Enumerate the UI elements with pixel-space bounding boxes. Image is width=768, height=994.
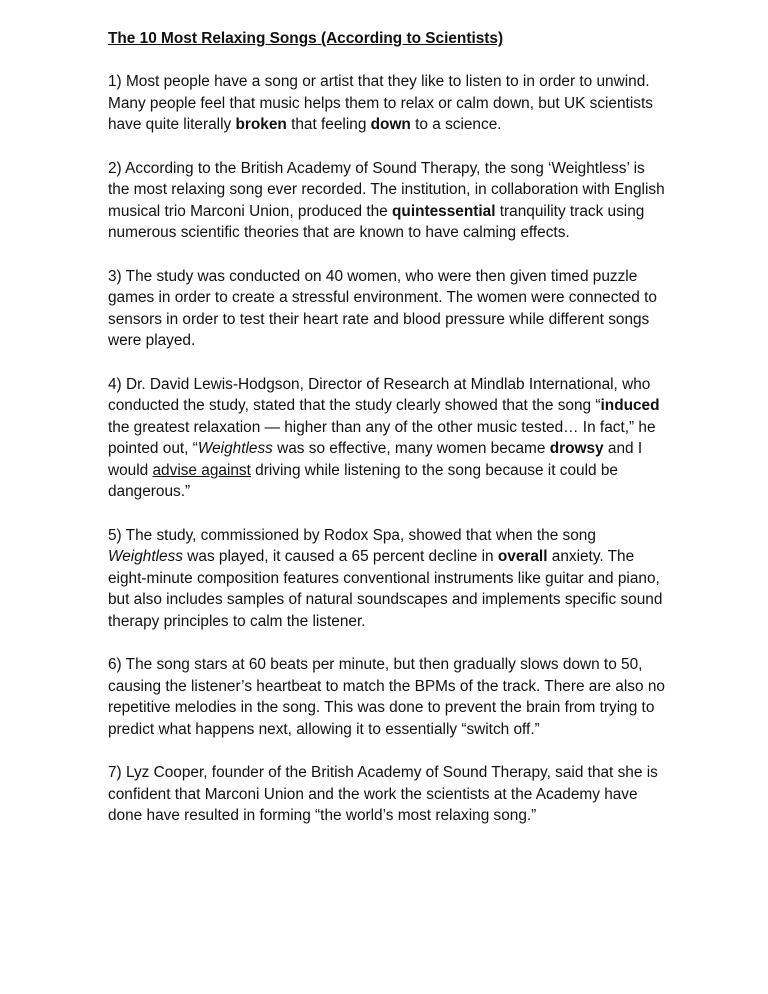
emphasis-drowsy: drowsy bbox=[549, 440, 604, 458]
emphasis-induced: induced bbox=[600, 397, 660, 415]
paragraph-5-text-a: 5) The study, commissioned by Rodox Spa, showed that when the song bbox=[108, 526, 596, 544]
italic-weightless: Weightless bbox=[197, 440, 273, 458]
paragraph-5-text-b: was played, it caused a 65 percent decline in bbox=[183, 548, 498, 566]
paragraph-6-text-a: 6) The song stars at 60 beats per minute, but then gradually slows down to 50, causing the listener’s heartbeat to match the BPMs of the track. There are also no repetitive melodies in the song. This was done to prevent the brain from trying to predict what happens next, allowing it to essentially “switch off.” bbox=[108, 656, 665, 738]
paragraph-1-text-c: that feeling bbox=[286, 116, 371, 134]
paragraph-1-text-a: 1) Most people have a song or artist that they like to listen to in order to unwind. Many people feel that music helps them to relax or calm down, but UK scientists have quite literally bbox=[108, 73, 653, 134]
paragraph-3-text-a: 3) The study was conducted on 40 women, who were then given timed puzzle games in order to create a stressful environment. The women were connected to sensors in order to test their heart rate and blood pressure while different songs were played. bbox=[108, 267, 657, 350]
paragraph-7 bbox=[108, 762, 668, 827]
paragraph-4-text-f: driving while listening to the song because it could be dangerous.” bbox=[108, 461, 618, 501]
paragraph-2-text-a: 2) According to the British Academy of Sound Therapy, the song ‘Weightless’ is the most relaxing song ever recorded. The institution, in collaboration with English musical trio Marconi Union, produced the bbox=[108, 159, 665, 220]
paragraph-4-text-e: and I would bbox=[108, 440, 643, 479]
paragraph-4-text-a: 4) Dr. David Lewis-Hodgson, Director of Research at Mindlab International, who conducted the study, stated that the study clearly showed that the song “ bbox=[108, 375, 651, 415]
paragraph-4 bbox=[108, 374, 668, 504]
emphasis-broken: broken bbox=[235, 116, 287, 134]
paragraph-1 bbox=[108, 71, 668, 136]
paragraph-6 bbox=[108, 654, 668, 740]
paragraph-1-text-d: to a science. bbox=[410, 116, 502, 134]
paragraph-7-text-a: 7) Lyz Cooper, founder of the British Academy of Sound Therapy, said that she is confident that Marconi Union and the work the scientists at the Academy have done have resulted in forming “the world’s most relaxing song.” bbox=[108, 764, 658, 825]
document-title: The 10 Most Relaxing Songs (According to Scientists) bbox=[108, 30, 504, 47]
emphasis-down: down bbox=[370, 116, 411, 134]
paragraph-4-text-d: was so effective, many women became bbox=[272, 440, 550, 458]
paragraph-2-text-c: tranquility track using numerous scientific theories that are known to have calming effects. bbox=[108, 202, 645, 242]
document-body bbox=[108, 28, 668, 849]
paragraph-2 bbox=[108, 158, 668, 244]
emphasis-overall: overall bbox=[497, 548, 548, 566]
paragraph-3 bbox=[108, 266, 668, 352]
underline-advise-against: advise against bbox=[152, 461, 251, 479]
paragraph-4-text-c: the greatest relaxation — higher than any of the other music tested… In fact,” he pointed out, “ bbox=[108, 418, 656, 458]
emphasis-quintessential: quintessential bbox=[392, 202, 496, 220]
paragraph-5-text-c: anxiety. The eight-minute composition features conventional instruments like guitar and piano, but also includes samples of natural soundscapes and implements specific sound therapy principles to calm the listener. bbox=[108, 548, 663, 631]
paragraph-5 bbox=[108, 525, 668, 633]
italic-weightless-2: Weightless bbox=[108, 548, 183, 566]
